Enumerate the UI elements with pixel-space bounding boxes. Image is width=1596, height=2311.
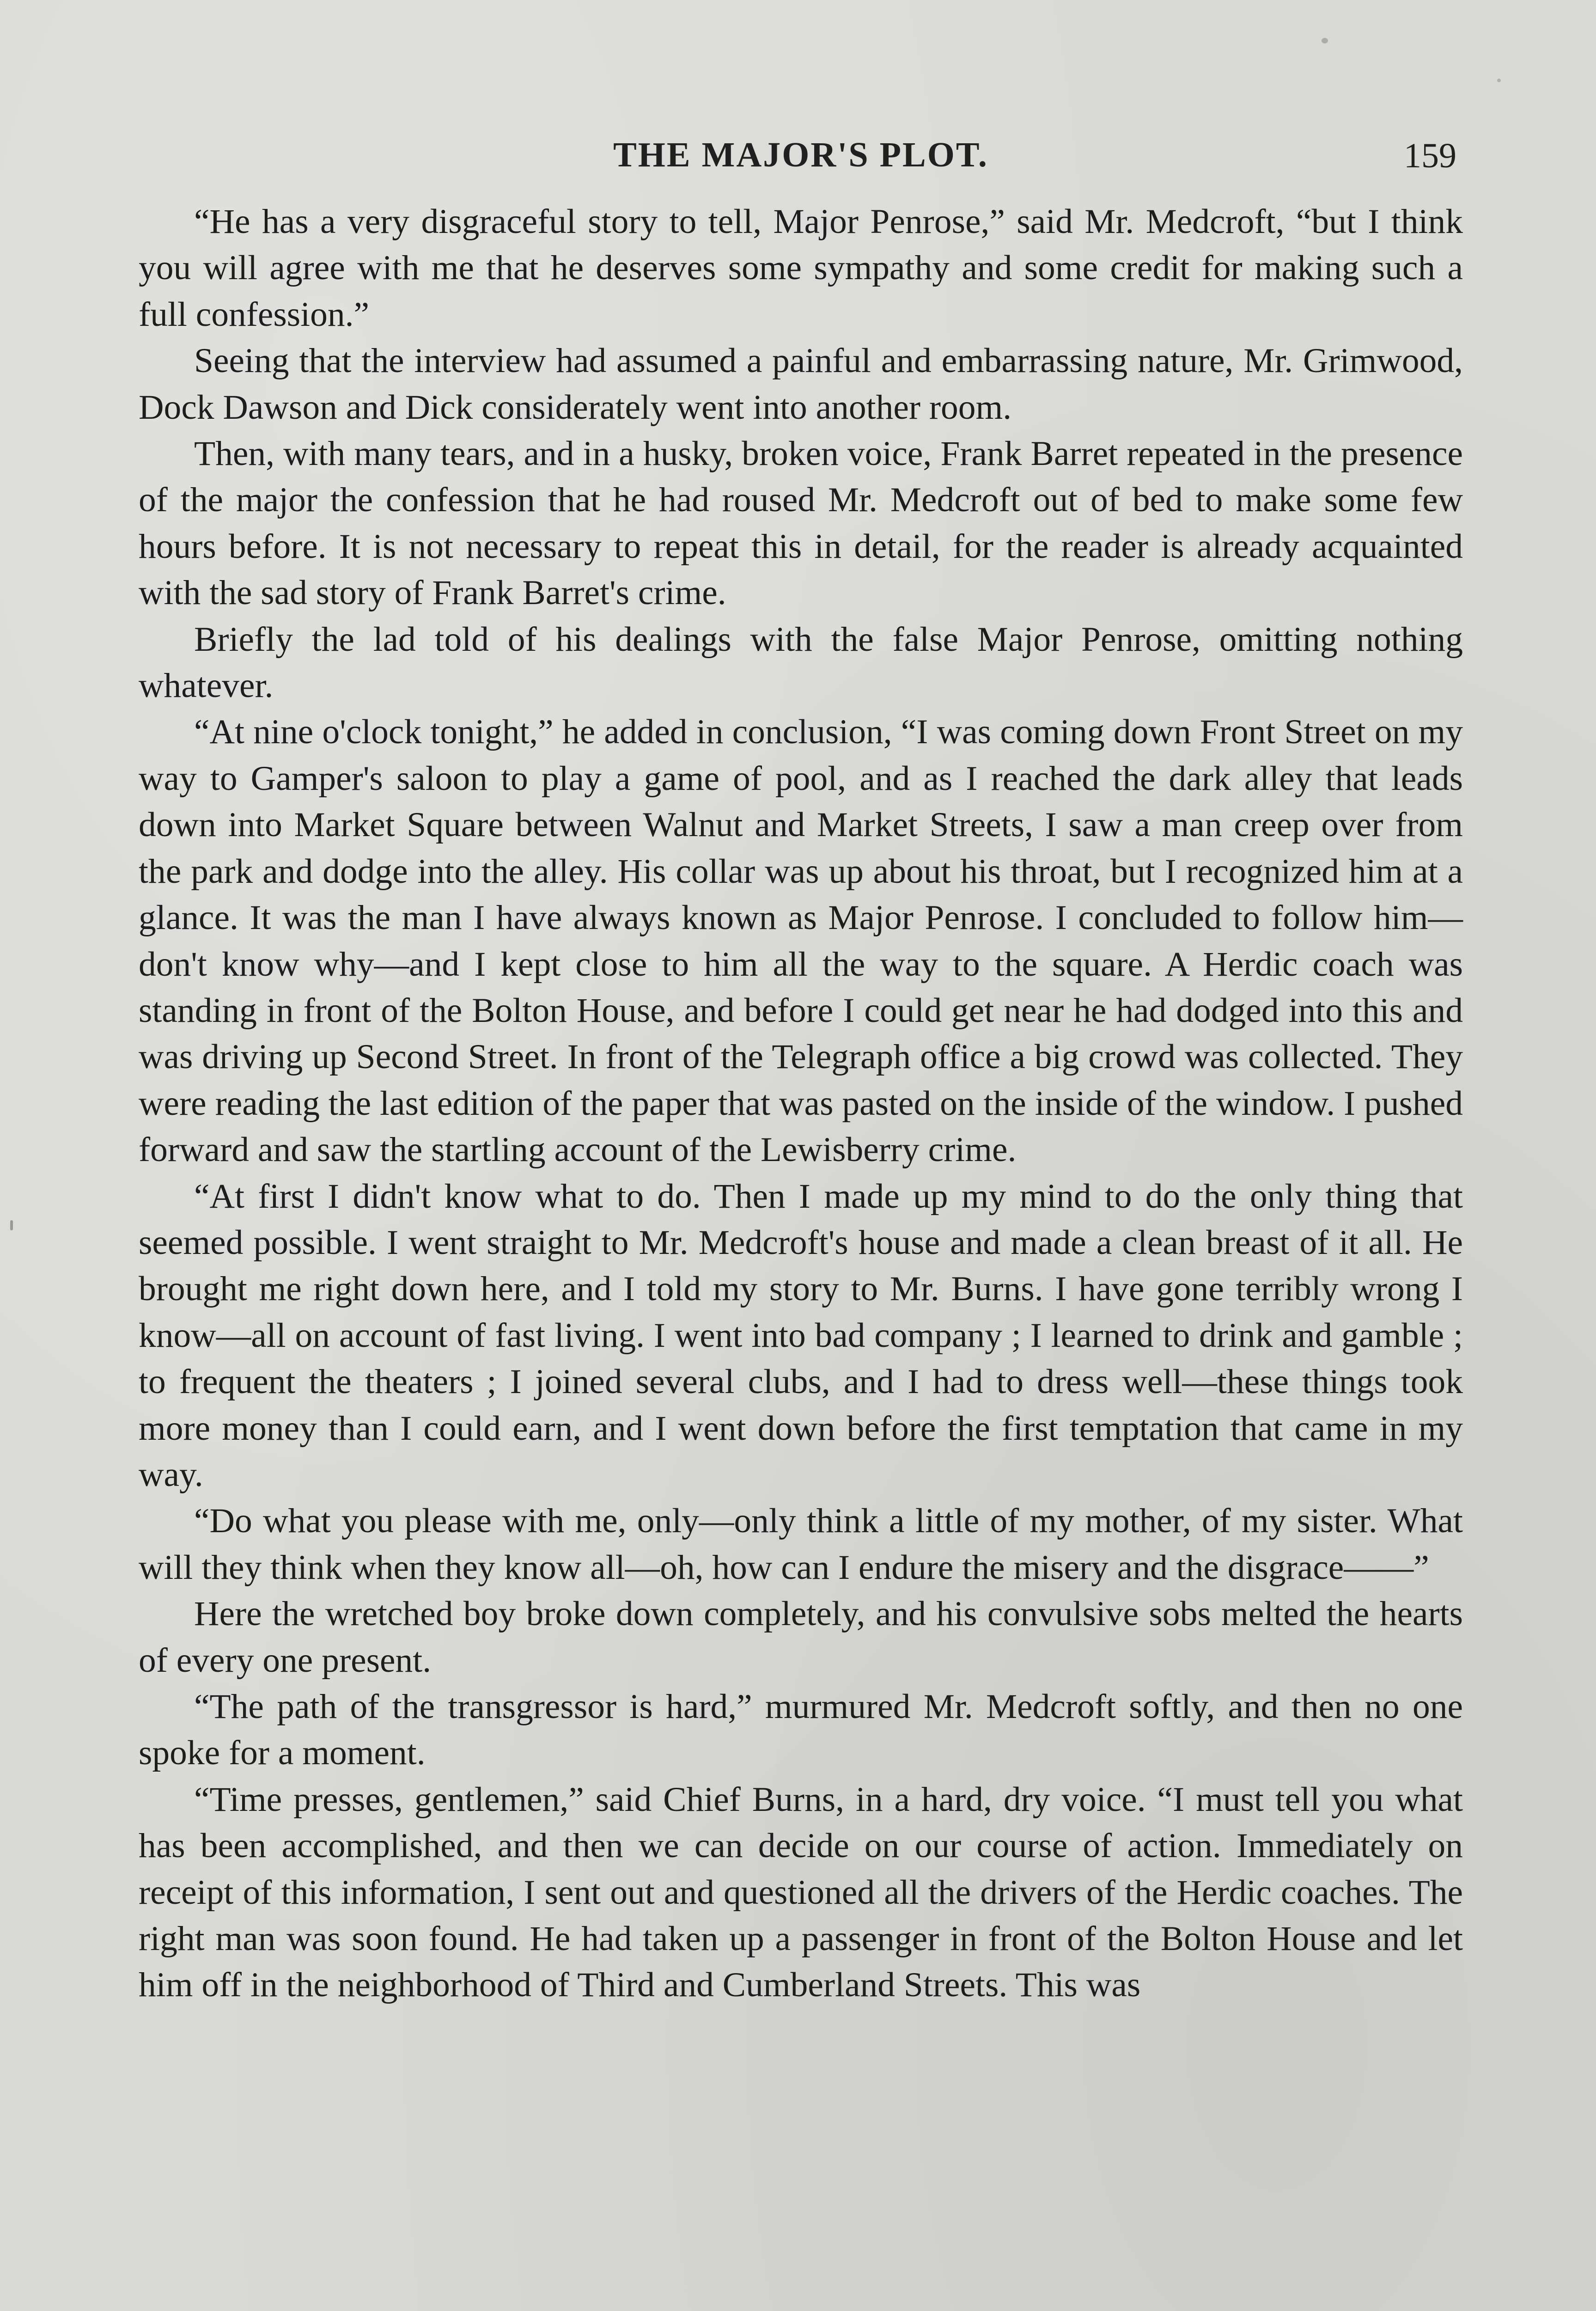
paragraph: “At first I didn't know what to do. Then I made up my mind to do the only thing that seemed possible. I went straight to Mr. Medcroft's house and made a clean breast of it all. He brought me right down here, and I told my story to Mr. Burns. I have gone terribly wrong I know—all on account of fast living. I went into bad company ; I learned to drink and gamble ; to frequent the theaters ; I joined several clubs, and I had to dress well—these things took more money than I could earn, and I went down before the first temptation that came in my way. (139, 1177, 1463, 1494)
paragraph: “Time presses, gentlemen,” said Chief Burns, in a hard, dry voice. “I must tell you what has been accomplished, and then we can decide on our course of action. Immediately on receipt of this information, I sent out and questioned all the drivers of the Herdic coaches. The right man was soon found. He had taken up a passenger in front of the Bolton House and let him off in the neighborhood of Third and Cumberland Streets. This was (139, 1780, 1463, 2005)
paragraph: “He has a very disgraceful story to tell, Major Penrose,” said Mr. Medcroft, “but I think you will agree with me that he deserves some sympathy and some credit for making such a full confession.” (139, 202, 1463, 334)
running-head (139, 135, 1463, 181)
paragraph: Here the wretched boy broke down completely, and his convulsive sobs melted the hearts of every one present. (139, 1595, 1463, 1680)
running-title: THE MAJOR'S PLOT. (613, 135, 988, 174)
paragraph: Seeing that the interview had assumed a painful and embarrassing nature, Mr. Grimwood, Dock Dawson and Dick considerately went into another room. (139, 342, 1463, 427)
paragraph: “Do what you please with me, only—only think a little of my mother, of my sister. What will they think when they know all—oh, how can I endure the misery and the disgrace——” (139, 1502, 1463, 1587)
paragraph: “The path of the transgressor is hard,” murmured Mr. Medcroft softly, and then no one spoke for a moment. (139, 1687, 1463, 1773)
paragraph: “At nine o'clock tonight,” he added in conclusion, “I was coming down Front Street on my way to Gamper's saloon to play a game of pool, and as I reached the dark alley that leads down into Market Square between Walnut and Market Streets, I saw a man creep over from the park and dodge into the alley. His collar was up about his throat, but I recognized him at a glance. It was the man I have always known as Major Penrose. I concluded to follow him—don't know why—and I kept close to him all the way to the square. A Herdic coach was standing in front of the Bolton House, and before I could get near he had dodged into this and was driving up Second Street. In front of the Telegraph office a big crowd was collected. They were reading the last edition of the paper that was pasted on the inside of the window. I pushed forward and saw the startling account of the Lewisberry crime. (139, 713, 1463, 1169)
paper-speck (1497, 79, 1501, 82)
paragraph: Briefly the lad told of his dealings with the false Major Penrose, omitting nothing whatever. (139, 620, 1463, 705)
paper-speck (1322, 38, 1328, 43)
page-number: 159 (1404, 136, 1456, 175)
paper-speck (10, 1220, 13, 1230)
paragraph: Then, with many tears, and in a husky, broken voice, Frank Barret repeated in the presence of the major the confession that he had roused Mr. Medcroft out of bed to make some few hours before. It is not necessary to repeat this in detail, for the reader is already acquainted with the sad story of Frank Barret's crime. (139, 434, 1463, 612)
body-text (139, 199, 1463, 2009)
